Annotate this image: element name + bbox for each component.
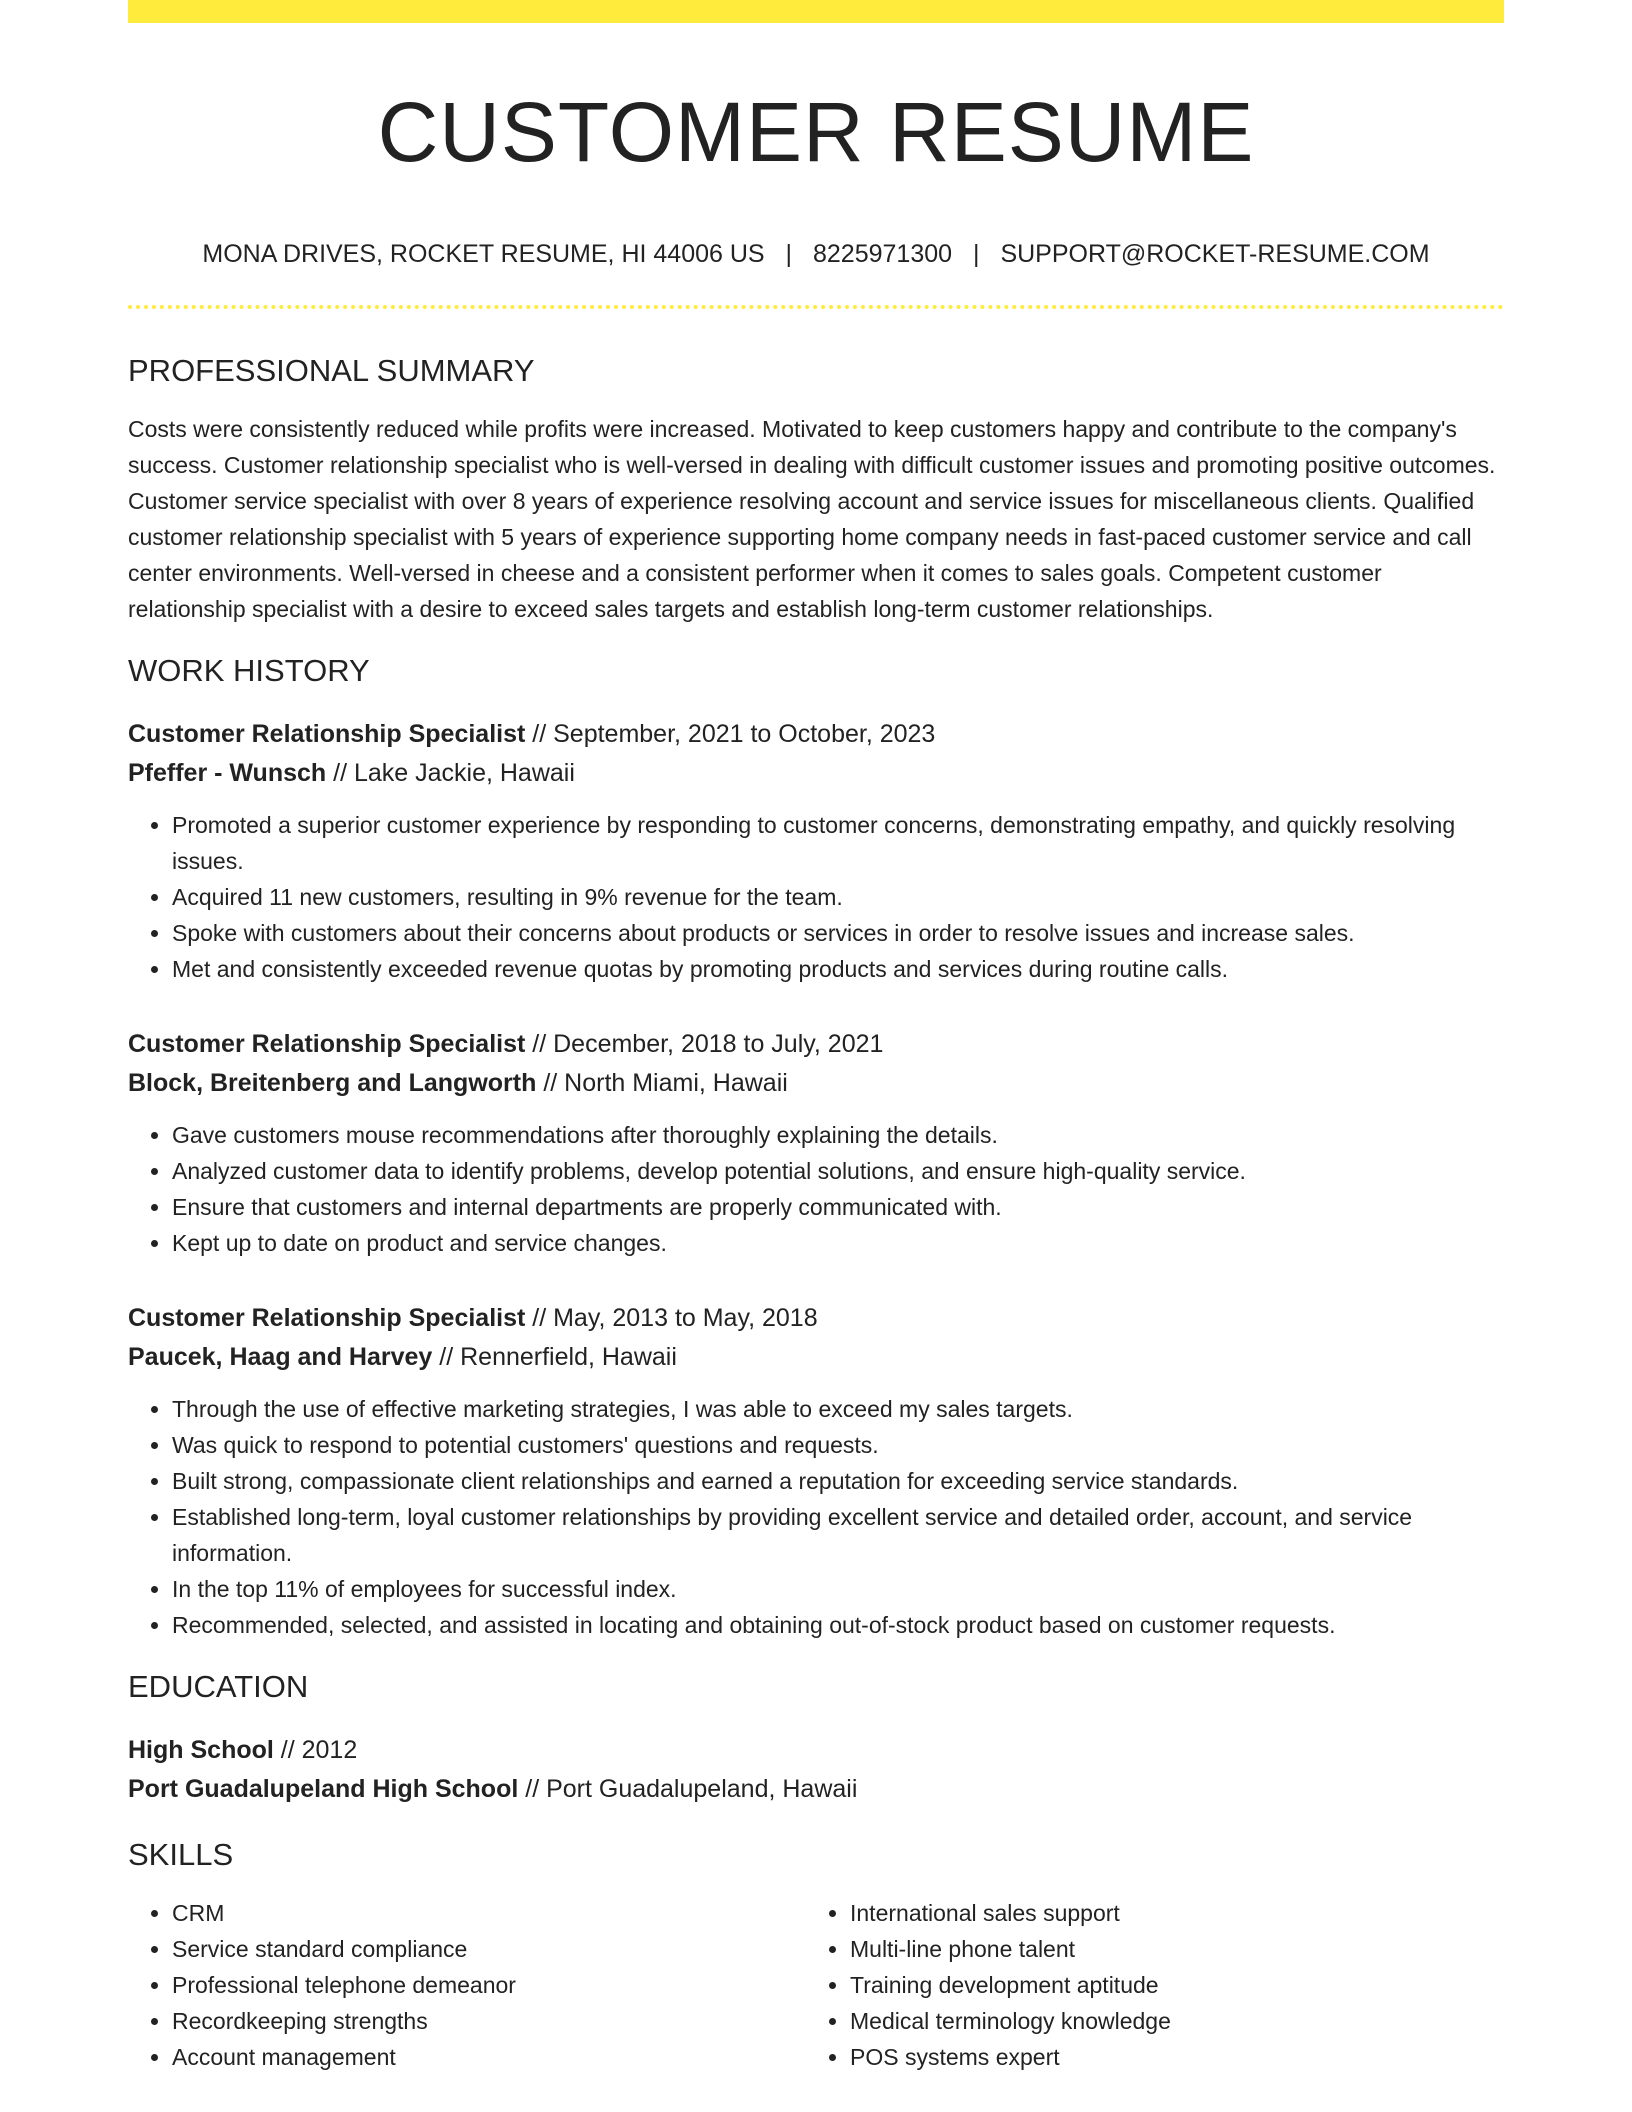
skill-item: • CRM: [172, 1895, 806, 1931]
job-company: Paucek, Haag and Harvey: [128, 1343, 433, 1371]
section-title-skills: SKILLS: [128, 1837, 234, 1872]
skills-list-right: [806, 1895, 1484, 2075]
job-role: Customer Relationship Specialist: [128, 720, 526, 748]
job-location: // Lake Jackie, Hawaii: [326, 759, 575, 787]
skills-list-left: [128, 1895, 806, 2075]
education-entry: [128, 1731, 1504, 1809]
education-year: // 2012: [273, 1736, 358, 1764]
job-dates: // September, 2021 to October, 2023: [525, 720, 936, 748]
list-item: • Recommended, selected, and assisted in locating and obtaining out-of-stock product based on customer requests.: [172, 1607, 1504, 1643]
list-item: • Acquired 11 new customers, resulting in 9% revenue for the team.: [172, 879, 1504, 915]
job-bullets: [128, 807, 1504, 987]
job-entry: [128, 1025, 1504, 1261]
skill-item: • Service standard compliance: [172, 1931, 806, 1967]
skill-item: • Account management: [172, 2039, 806, 2075]
list-item: • In the top 11% of employees for successful index.: [172, 1571, 1504, 1607]
header-divider: [128, 305, 1504, 309]
job-company-line: [128, 1064, 1504, 1103]
top-accent-bar: [128, 0, 1504, 23]
education-location: // Port Guadalupeland, Hawaii: [518, 1775, 858, 1803]
skill-item: • Multi-line phone talent: [850, 1931, 1484, 1967]
skill-item: • POS systems expert: [850, 2039, 1484, 2075]
job-company: Pfeffer - Wunsch: [128, 759, 327, 787]
job-role: Customer Relationship Specialist: [128, 1030, 526, 1058]
education-degree-line: [128, 1731, 1504, 1770]
list-item: • Was quick to respond to potential customers' questions and requests.: [172, 1427, 1504, 1463]
job-bullets: [128, 1117, 1504, 1261]
job-bullets: [128, 1391, 1504, 1643]
skill-item: • Medical terminology knowledge: [850, 2003, 1484, 2039]
list-item: • Analyzed customer data to identify problems, develop potential solutions, and ensure high-quality service.: [172, 1153, 1504, 1189]
list-item: • Gave customers mouse recommendations after thoroughly explaining the details.: [172, 1117, 1504, 1153]
job-company: Block, Breitenberg and Langworth: [128, 1069, 537, 1097]
contact-separator: |: [973, 240, 980, 268]
job-location: // North Miami, Hawaii: [536, 1069, 788, 1097]
job-company-line: [128, 754, 1504, 793]
skill-item: • International sales support: [850, 1895, 1484, 1931]
job-dates: // December, 2018 to July, 2021: [525, 1030, 884, 1058]
skill-item: • Training development aptitude: [850, 1967, 1484, 2003]
summary-paragraph: Costs were consistently reduced while profits were increased. Motivated to keep customers happy and contribute to the company's success. Customer relationship specialist who is well-versed in dealing with difficult customer issues and promoting positive outcomes. Customer service specialist with over 8 years of experience resolving account and service issues for miscellaneous clients. Qualified customer relationship specialist with 5 years of experience supporting home company needs in fast-paced customer service and call center environments. Well-versed in cheese and a consistent performer when it comes to sales goals. Competent customer relationship specialist with a desire to exceed sales targets and establish long-term customer relationships.: [128, 416, 1496, 622]
list-item: • Ensure that customers and internal departments are properly communicated with.: [172, 1189, 1504, 1225]
skill-item: • Recordkeeping strengths: [172, 2003, 806, 2039]
job-entry: [128, 1299, 1504, 1643]
education-degree: High School: [128, 1736, 274, 1764]
section-title-summary: PROFESSIONAL SUMMARY: [128, 353, 535, 388]
resume-page: [128, 0, 1504, 2075]
list-item: • Spoke with customers about their concerns about products or services in order to resolve issues and increase sales.: [172, 915, 1504, 951]
job-role-line: [128, 1299, 1504, 1338]
list-item: • Met and consistently exceeded revenue quotas by promoting products and services during routine calls.: [172, 951, 1504, 987]
resume-title: CUSTOMER RESUME: [377, 85, 1255, 179]
job-location: // Rennerfield, Hawaii: [432, 1343, 677, 1371]
job-dates: // May, 2013 to May, 2018: [525, 1304, 818, 1332]
skills-columns: [128, 1895, 1504, 2075]
section-title-education: EDUCATION: [128, 1669, 309, 1704]
list-item: • Established long-term, loyal customer relationships by providing excellent service and detailed order, account, and service information.: [172, 1499, 1504, 1571]
list-item: • Built strong, compassionate client relationships and earned a reputation for exceeding service standards.: [172, 1463, 1504, 1499]
job-entry: [128, 715, 1504, 987]
contact-separator: |: [785, 240, 793, 268]
contact-email: SUPPORT@ROCKET-RESUME.COM: [1000, 240, 1430, 268]
list-item: • Through the use of effective marketing strategies, I was able to exceed my sales targets.: [172, 1391, 1504, 1427]
list-item: • Promoted a superior customer experience by responding to customer concerns, demonstrating empathy, and quickly resolving issues.: [172, 807, 1504, 879]
section-title-work-history: WORK HISTORY: [128, 653, 370, 688]
job-role-line: [128, 715, 1504, 754]
contact-phone: 8225971300: [813, 240, 953, 268]
education-school-line: [128, 1770, 1504, 1809]
job-role-line: [128, 1025, 1504, 1064]
job-role: Customer Relationship Specialist: [128, 1304, 526, 1332]
education-school: Port Guadalupeland High School: [128, 1775, 519, 1803]
contact-line: [128, 239, 1504, 269]
skill-item: • Professional telephone demeanor: [172, 1967, 806, 2003]
list-item: • Kept up to date on product and service changes.: [172, 1225, 1504, 1261]
contact-address: MONA DRIVES, ROCKET RESUME, HI 44006 US: [202, 240, 765, 268]
job-company-line: [128, 1338, 1504, 1377]
